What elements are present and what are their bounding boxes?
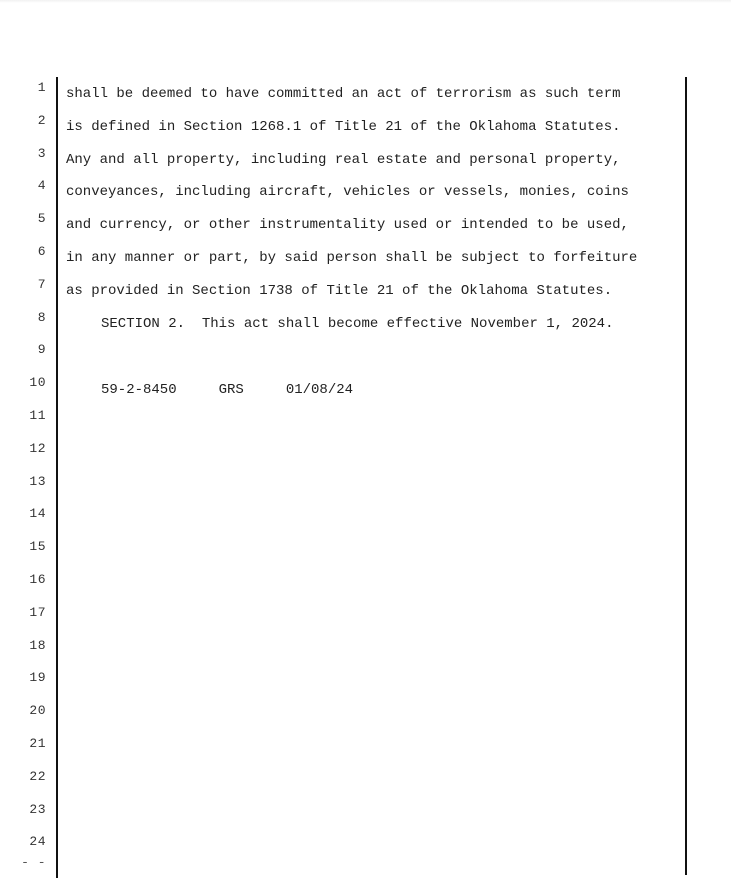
footer-bill-info: 59-2-8450 GRS 01/08/24 bbox=[101, 382, 354, 398]
line-number: 2 bbox=[37, 113, 46, 128]
line-number: 12 bbox=[29, 441, 46, 456]
line-number: 9 bbox=[37, 342, 46, 357]
line-number: 18 bbox=[29, 638, 46, 653]
line-number-partial: - - bbox=[21, 860, 46, 868]
section-heading-line: SECTION 2. This act shall become effective November 1, 2024. bbox=[101, 316, 614, 332]
line-number: 22 bbox=[29, 769, 46, 784]
line-number: 16 bbox=[29, 572, 46, 587]
line-number: 24 bbox=[29, 834, 46, 849]
line-number: 6 bbox=[37, 244, 46, 259]
line-number: 21 bbox=[29, 736, 46, 751]
line-number: 20 bbox=[29, 703, 46, 718]
text-line: conveyances, including aircraft, vehicles or vessels, monies, coins bbox=[66, 184, 629, 200]
line-number: 5 bbox=[37, 211, 46, 226]
line-number: 3 bbox=[37, 146, 46, 161]
line-number: 10 bbox=[29, 375, 46, 390]
left-margin-rule bbox=[56, 77, 58, 878]
line-number: 8 bbox=[37, 310, 46, 325]
text-line: as provided in Section 1738 of Title 21 of the Oklahoma Statutes. bbox=[66, 283, 613, 299]
text-line: Any and all property, including real estate and personal property, bbox=[66, 152, 621, 168]
line-number: 11 bbox=[29, 408, 46, 423]
line-number: 17 bbox=[29, 605, 46, 620]
text-line: in any manner or part, by said person shall be subject to forfeiture bbox=[66, 250, 638, 266]
line-number: 15 bbox=[29, 539, 46, 554]
text-line: shall be deemed to have committed an act of terrorism as such term bbox=[66, 86, 621, 102]
line-number: 13 bbox=[29, 474, 46, 489]
line-number: 4 bbox=[37, 178, 46, 193]
line-number: 19 bbox=[29, 670, 46, 685]
text-line: is defined in Section 1268.1 of Title 21 of the Oklahoma Statutes. bbox=[66, 119, 621, 135]
line-number: 23 bbox=[29, 802, 46, 817]
right-margin-rule bbox=[685, 77, 687, 875]
line-number: 7 bbox=[37, 277, 46, 292]
text-line: and currency, or other instrumentality used or intended to be used, bbox=[66, 217, 629, 233]
line-number: 1 bbox=[37, 80, 46, 95]
line-number: 14 bbox=[29, 506, 46, 521]
